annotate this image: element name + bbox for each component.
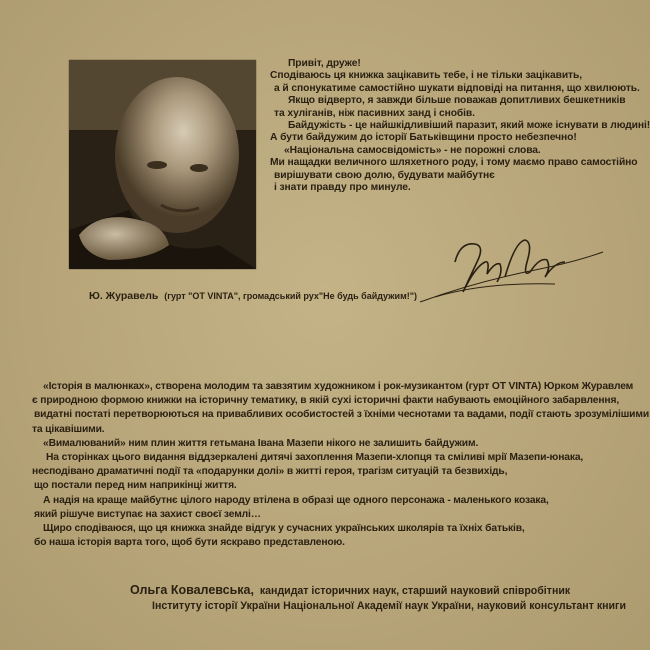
body-line: Щиро сподіваюся, що ця книжка знайде відгук у сучасних українських школярів та їхніх батьків, (43, 523, 525, 535)
portrait-photo (69, 60, 256, 269)
body-line: видатні постаті перетворюються на привабливих особистостей з їхніми чеснотами та вадами, події стають зрозумілішими (34, 409, 650, 421)
body-line: бо наша історія варта того, щоб бути яскраво представленою. (34, 537, 345, 549)
body-line: несподівано драматичні події та «подарунки долі» в житті героя, трагізм ситуацій та безвихідь, (32, 466, 508, 478)
body-line: А надія на краще майбутнє цілого народу втілена в образі ще одного персонажа - маленького козака, (43, 494, 549, 506)
body-line: «Вималюваний» ним плин життя гетьмана Івана Мазепи нікого не залишить байдужим. (43, 437, 479, 449)
letter-line: Якщо відверто, я завжди більше поважав допитливих бешкетників (288, 95, 626, 107)
letter-line: і знати правду про минуле. (274, 182, 411, 194)
letter-line: А бути байдужим до історії Батьківщини просто небезпечно! (270, 132, 577, 144)
author-title: кандидат історичних наук, старший науковий співробітник (259, 585, 571, 597)
letter-line: Байдужість - це найшкідливіший паразит, який може існувати в людині! (288, 120, 650, 132)
letter-line: та хуліганів, ніж пасивних занд і снобів. (274, 107, 475, 119)
body-line: На сторінках цього видання віддзеркалені дитячі захоплення Мазепи-хлопця та сміливі мрії Мазепи-юнака, (46, 452, 584, 464)
author-block (130, 583, 626, 614)
letter-line: а й спонукатиме самостійно шукати відповіді на питання, що хвилюють. (274, 82, 640, 94)
letter-line: Ми нащадки величного шляхетного роду, і тому маємо право самостійно (270, 157, 638, 169)
caption-name: Ю. Журавель (89, 290, 159, 302)
body-line: який рішуче виступає на захист своєї землі… (34, 508, 261, 520)
author-name: Ольга Ковалевська, (130, 583, 254, 597)
body-line: «Історія в малюнках», створена молодим та завзятим художником і рок-музикантом (гурт OT VINTA) Юрком Журавлем (43, 381, 634, 392)
photo-caption (89, 290, 417, 302)
signature-mark (415, 222, 605, 312)
body-line: що постали перед ним наприкінці життя. (34, 480, 237, 492)
letter-line: Привіт, друже! (288, 58, 361, 69)
body-line: є природною формою книжки на історичну тематику, в якій сухі історичні факти набувають емоційного забарвлення, (32, 395, 620, 407)
author-affiliation: Інституту історії України Національної Академії наук України, науковий консультант книги (152, 600, 626, 612)
book-description (32, 380, 650, 550)
letter-line: Сподіваюсь ця книжка зацікавить тебе, і не тільки зацікавить, (270, 70, 582, 82)
greeting-letter (270, 58, 650, 194)
caption-desc: (гурт "OT VINTA", громадський рух"Не будь байдужим!") (164, 291, 417, 301)
body-line: та цікавішими. (32, 423, 105, 435)
portrait-illustration (69, 60, 256, 269)
letter-line: «Національна самосвідомість» - не порожні слова. (284, 144, 541, 156)
letter-line: вирішувати свою долю, будувати майбутнє (274, 169, 495, 181)
